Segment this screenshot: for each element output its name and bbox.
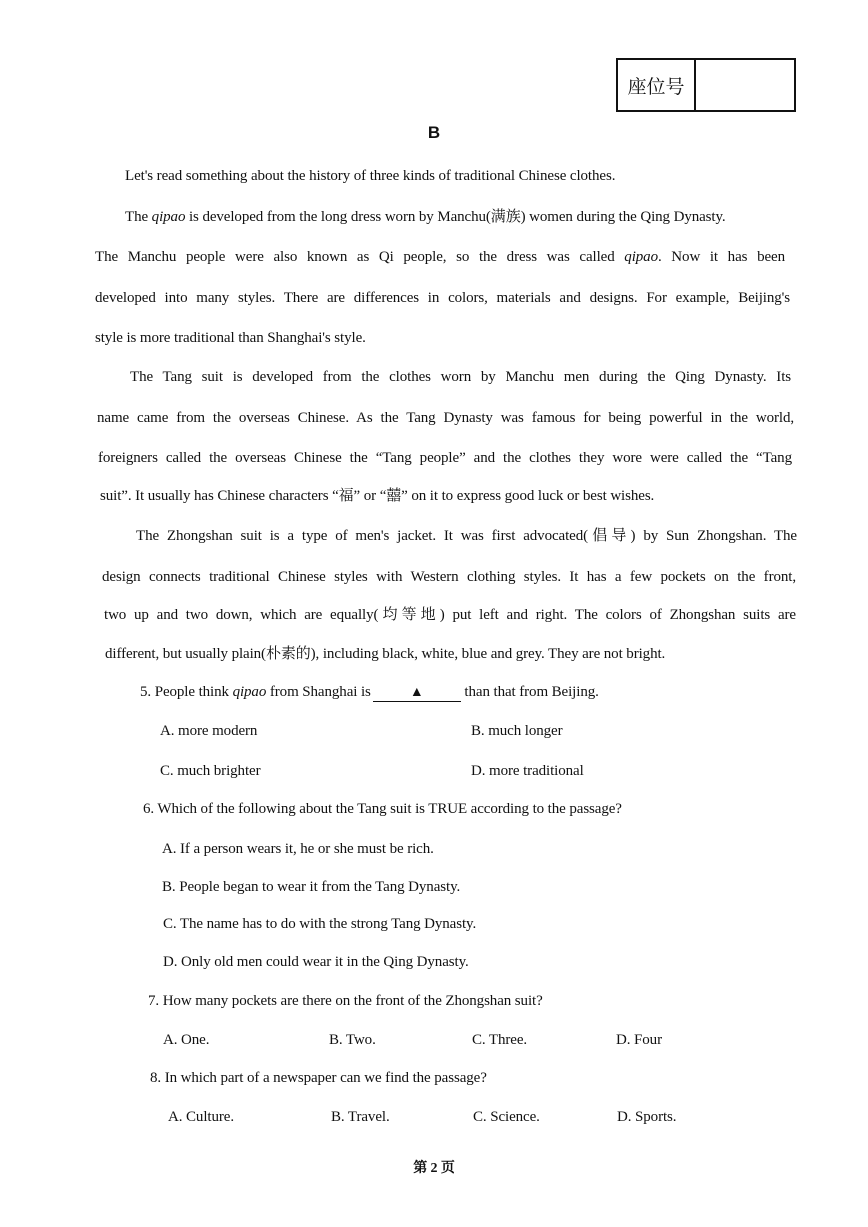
q7-option-d: D. Four <box>616 1032 662 1048</box>
p2-line-4: suit”. It usually has Chinese characters “福” or “囍” on it to express good luck or best wishes. <box>100 488 655 504</box>
q5-option-b: B. much longer <box>471 723 563 739</box>
triangle-marker-icon: ▲ <box>409 685 424 700</box>
p1-l2-b: . Now it has been <box>657 249 785 265</box>
q5-option-c: C. much brighter <box>160 763 261 779</box>
q6-option-b: B. People began to wear it from the Tang Dynasty. <box>162 879 461 895</box>
p1-l2-qipao: qipao <box>624 249 658 265</box>
q7-option-a: A. One. <box>163 1032 210 1048</box>
page-number: 第 2 页 <box>413 1161 455 1176</box>
p1-l2-a: The Manchu people were also known as Qi people, so the dress was called <box>95 249 625 265</box>
p3-line-4: different, but usually plain(朴素的), including black, white, blue and grey. They are not bright. <box>105 646 666 662</box>
p2-line-1: The Tang suit is developed from the clothes worn by Manchu men during the Qing Dynasty. Its <box>130 369 791 385</box>
passage-intro: Let's read something about the history of three kinds of traditional Chinese clothes. <box>125 168 616 184</box>
q6-option-a: A. If a person wears it, he or she must be rich. <box>162 841 434 857</box>
q8-option-b: B. Travel. <box>331 1109 390 1125</box>
q5-stem <box>140 682 599 702</box>
p1-line-1 <box>125 207 726 227</box>
q5-answer-blank <box>373 684 461 702</box>
p3-line-2: design connects traditional Chinese styles with Western clothing styles. It has a few pockets on the front, <box>102 569 796 585</box>
q5-stem-c: than that from Beijing. <box>460 684 599 700</box>
p3-line-1: The Zhongshan suit is a type of men's jacket. It was first advocated(倡导) by Sun Zhongshan. The <box>136 528 797 544</box>
q6-option-d: D. Only old men could wear it in the Qing Dynasty. <box>163 954 469 970</box>
q6-option-c: C. The name has to do with the strong Tang Dynasty. <box>163 916 477 932</box>
q5-stem-qipao: qipao <box>232 684 267 700</box>
p3-line-3: two up and two down, which are equally(均等地) put left and right. The colors of Zhongshan suits are <box>104 607 796 623</box>
q7-stem: 7. How many pockets are there on the front of the Zhongshan suit? <box>148 993 543 1009</box>
p1-l1-a: The <box>125 209 152 225</box>
seat-number-label: 座位号 <box>618 60 696 110</box>
p2-line-3: foreigners called the overseas Chinese the “Tang people” and the clothes they wore were called the “Tang <box>98 450 792 466</box>
q8-stem: 8. In which part of a newspaper can we find the passage? <box>150 1070 487 1086</box>
q7-option-b: B. Two. <box>329 1032 376 1048</box>
section-title: B <box>427 123 441 142</box>
q8-option-c: C. Science. <box>473 1109 540 1125</box>
p1-l1-b: is developed from the long dress worn by Manchu(满族) women during the Qing Dynasty. <box>185 209 726 225</box>
seat-number-box <box>616 58 796 112</box>
q7-option-c: C. Three. <box>472 1032 528 1048</box>
p1-l1-qipao: qipao <box>151 209 186 225</box>
q5-stem-b: from Shanghai is <box>266 684 371 700</box>
q5-stem-a: 5. People think <box>140 684 233 700</box>
p1-line-3: developed into many styles. There are differences in colors, materials and designs. For example, Beijing's <box>95 290 790 306</box>
p1-line-2 <box>95 247 785 267</box>
q8-option-a: A. Culture. <box>168 1109 234 1125</box>
seat-number-value <box>696 60 794 110</box>
q5-option-a: A. more modern <box>160 723 258 739</box>
q6-stem: 6. Which of the following about the Tang suit is TRUE according to the passage? <box>143 801 622 817</box>
q5-option-d: D. more traditional <box>471 763 584 779</box>
p1-line-4: style is more traditional than Shanghai's style. <box>95 330 366 346</box>
p2-line-2: name came from the overseas Chinese. As the Tang Dynasty was famous for being powerful in the world, <box>97 410 794 426</box>
q8-option-d: D. Sports. <box>617 1109 677 1125</box>
